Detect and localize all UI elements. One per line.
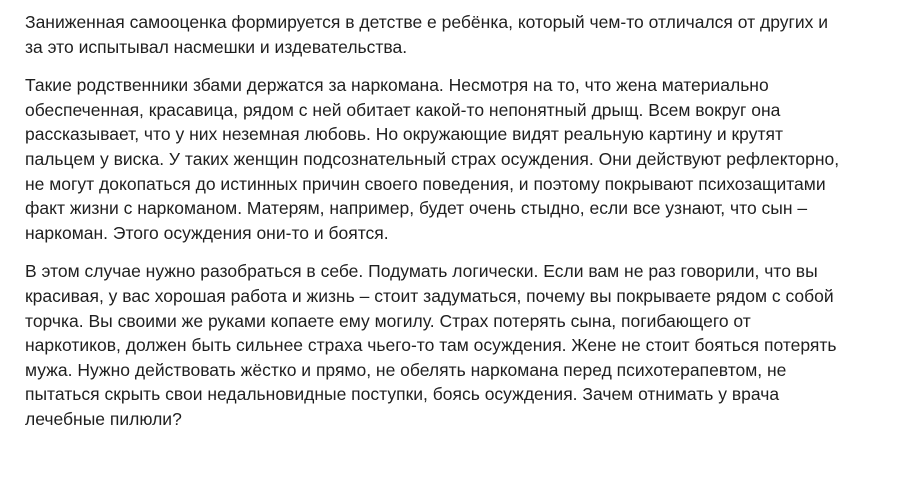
text-line: Такие родственники збами держатся за наркомана. Несмотря на то, что жена материально: [25, 75, 769, 96]
text-line: торчка. Вы своими же руками копаете ему могилу. Страх потерять сына, погибающего от: [25, 310, 751, 331]
text-line: наркотиков, должен быть сильнее страха чьего-то там осуждения. Жене не стоит бояться потерять: [25, 335, 837, 356]
text-line: В этом случае нужно разобраться в себе. Подумать логически. Если вам не раз говорили, что вы: [25, 261, 818, 282]
text-line: наркоман. Этого осуждения они-то и боятся.: [25, 222, 389, 243]
text-line: мужа. Нужно действовать жёстко и прямо, не обелять наркомана перед психотерапевтом, не: [25, 359, 787, 380]
text-line: пальцем у виска. У таких женщин подсознательный страх осуждения. Они действуют рефлекторно,: [25, 148, 840, 169]
text-line: лечебные пилюли?: [25, 408, 182, 429]
text-line: факт жизни с наркоманом. Матерям, например, будет очень стыдно, если все узнают, что сын –: [25, 198, 808, 219]
text-line: рассказывает, что у них неземная любовь. Но окружающие видят реальную картину и крутят: [25, 124, 783, 145]
paragraph-3: [25, 259, 892, 431]
paragraph-2: [25, 73, 892, 245]
text-line: красивая, у вас хорошая работа и жизнь – стоит задуматься, почему вы покрываете рядом с собой: [25, 285, 834, 306]
paragraph-1: [25, 10, 892, 59]
text-line: пытаться скрыть свои недальновидные поступки, боясь осуждения. Зачем отнимать у врача: [25, 384, 780, 405]
text-line: за это испытывал насмешки и издевательства.: [25, 36, 408, 57]
text-line: Заниженная самооценка формируется в детстве е ребёнка, который чем-то отличался от других и: [25, 12, 829, 32]
text-line: не могут докопаться до истинных причин своего поведения, и поэтому покрывают психозащитами: [25, 173, 826, 194]
text-line: обеспеченная, красавица, рядом с ней обитает какой-то непонятный дрыщ. Всем вокруг она: [25, 99, 781, 120]
